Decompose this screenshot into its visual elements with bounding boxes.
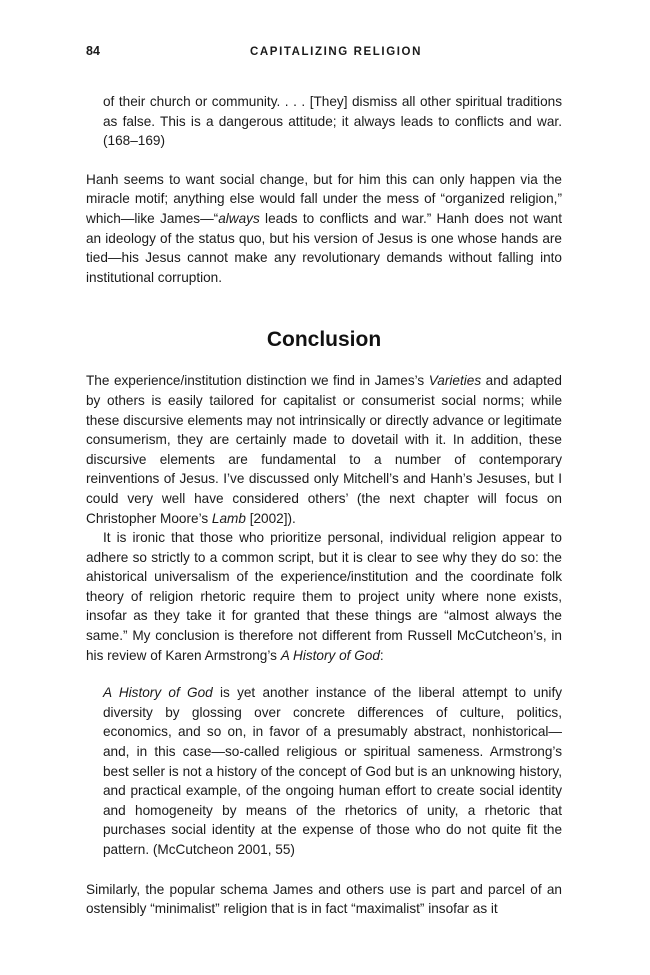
- block-quote-continuation: [86, 92, 562, 151]
- book-title: A History of God: [280, 647, 380, 663]
- body-text: [86, 92, 562, 919]
- quote-text: of their church or community. . . . [They] dismiss all other spiritual traditions as false. This is a dangerous attitude; it always leads to conflicts and war. (168–169): [103, 94, 562, 149]
- running-title: CAPITALIZING RELIGION: [249, 46, 423, 58]
- section-heading: Conclusion: [266, 328, 382, 352]
- paragraph-similarly: [86, 880, 562, 919]
- book-title: A History of God: [103, 685, 213, 701]
- page-number: 84: [86, 44, 100, 58]
- paragraph-hanh: [86, 170, 562, 288]
- emphasis-text: always: [218, 210, 260, 226]
- text-run: The experience/institution distinction we find in James’s: [86, 373, 429, 389]
- paragraph-conclusion-1: [86, 371, 562, 528]
- book-title: Lamb: [211, 510, 246, 526]
- paragraph-conclusion-2: [86, 528, 562, 665]
- text-run: [2002]).: [245, 510, 296, 526]
- text-run: and adapted by others is easily tailored for capitalist or consumerist social norms; while these discursive elements may not intrinsically or directly advance or legitimate consumerism, they are certainly made to dovetail with it. In addition, these discursive elements are fundamental to a number of contemporary reinventions of Jesus. I’ve discussed only Mitchell’s and Hanh’s Jesuses, but I could very well have considered others’ (the next chapter will focus on Christopher Moore’s: [86, 373, 562, 526]
- block-quote-mccutcheon: [86, 683, 562, 859]
- quote-text: is yet another instance of the liberal attempt to unify diversity by glossing over concrete differences of culture, politics, economics, and so on, in favor of a presumably abstract, nonhistorical—and, in this case—so-called religious or spiritual sameness. Armstrong’s best seller is not a history of the concept of God but is an unknowing history, and practical example, of the ongoing human effort to create social identity and homogeneity by means of the rhetorics of unity, a rhetoric that purchases social identity at the expense of those who do not quite fit the pattern. (McCutcheon 2001, 55): [103, 685, 563, 857]
- book-title: Varieties: [428, 373, 482, 389]
- text-run: :: [379, 647, 384, 663]
- text-run: leads to conflicts and war.” Hanh does not want an ideology of the status quo, but his version of Jesus is one whose hands are tied—his Jesus cannot make any revolutionary demands without falling into institutional corruption.: [86, 210, 563, 285]
- text-run: It is ironic that those who prioritize personal, individual religion appear to adhere so strictly to a common script, but it is clear to see why they do so: the ahistorical universalism of the experience/institution and the coordinate folk theory of religion rhetoric require them to project unity where none exists, insofar as they take it for granted that these things are “almost always the same.” My conclusion is therefore not different from Russell McCutcheon’s, in his review of Karen Armstrong’s: [86, 530, 562, 663]
- text-run: Hanh seems to want social change, but for him this can only happen via the miracle motif; anything else would fall under the mess of “organized religion,” which—like James—“: [86, 171, 562, 226]
- text-run: Similarly, the popular schema James and others use is part and parcel of an ostensibly “minimalist” religion that is in fact “maximalist” insofar as it: [86, 881, 562, 917]
